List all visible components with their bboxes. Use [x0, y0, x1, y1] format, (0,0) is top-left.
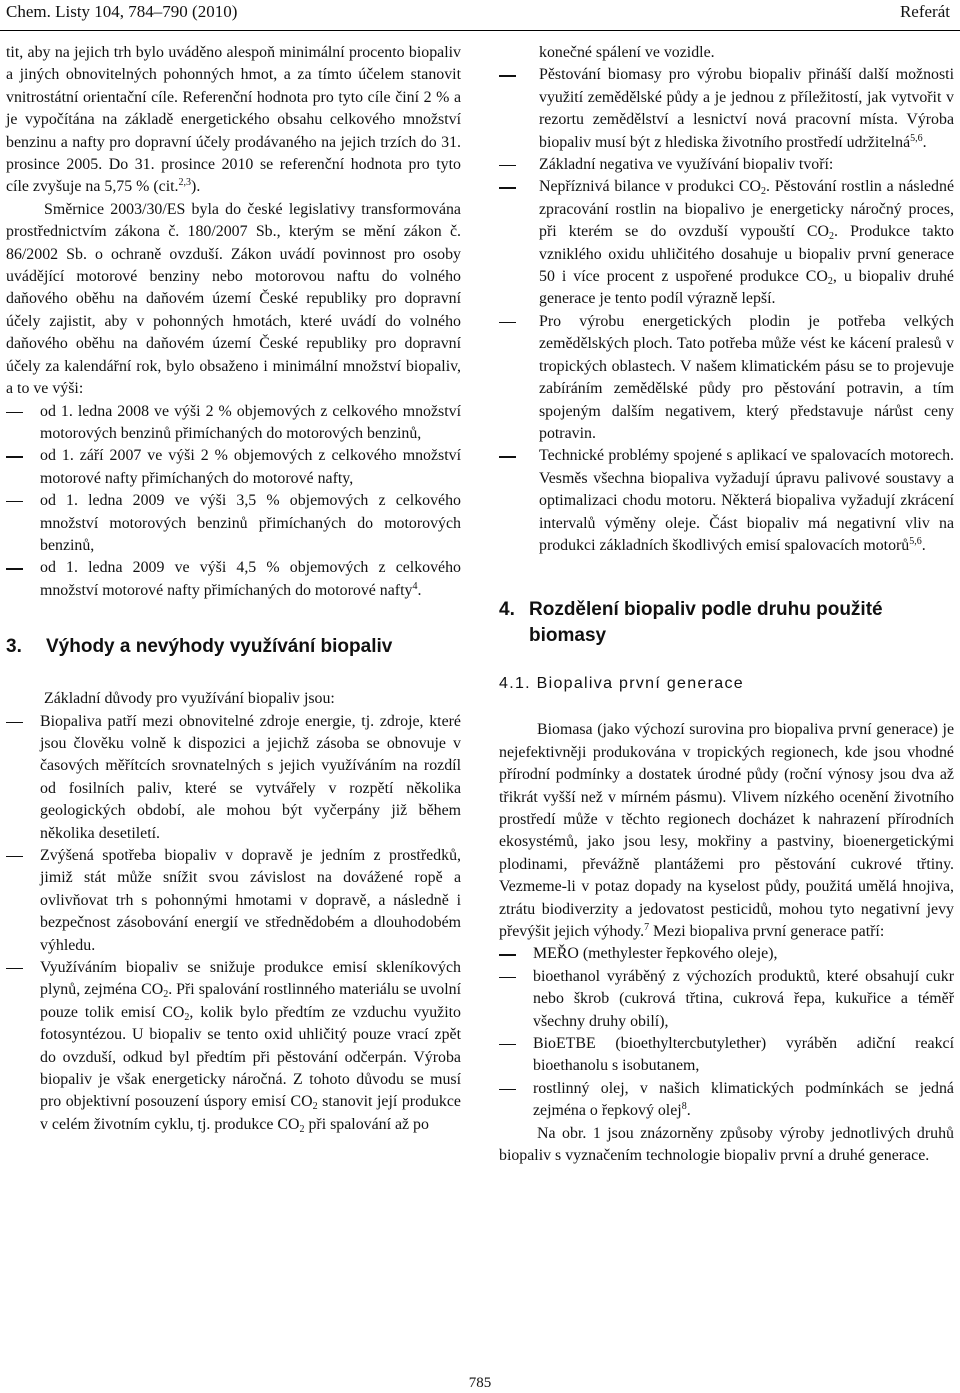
list-item: od 1. ledna 2008 ve výši 2 % objemových z celkového množství motorových benzinů přimíchaných do motorových benzinů,	[6, 401, 461, 446]
list-item: od 1. září 2007 ve výši 2 % objemových z celkového množství motorové nafty přimíchaných do motorové nafty,	[6, 445, 461, 490]
list-item: Nepříznivá bilance v produkci $CO_2$. Pěstování rostlin a následné zpracování rostlin na biopalivo je energeticky náročný proces, při kterém se do ovzduší vypouští $CO_2$. Produkce takto vzniklého oxidu uhličitého dosahuje u biopaliv první generace 50 i více procent z uspořené produkce $CO_2$, u biopaliv druhé generace je tento podíl výrazně lepší.	[499, 176, 954, 310]
list-item: Biopaliva patří mezi obnovitelné zdroje energie, tj. zdroje, které jsou člověku volně k dispozici a jejichž zásoba se obnovuje v časových měřítcích srovnatelných s jejich využíváním na rozdíl od fosilních paliv, které se vytvářely v rozpětí několika geologických období, ale mohou být vyčerpány již během několika desetiletí.	[6, 711, 461, 845]
list-item-continuation: konečné spálení ve vozidle.	[539, 44, 715, 61]
first-generation-list	[499, 943, 954, 1122]
section-label: Referát	[899, 2, 950, 21]
paragraph-figure-reference: Na obr. 1 jsou znázorněny způsoby výroby jednotlivých druhů biopaliv s vyznačením technologie biopaliv první a druhé generace.	[499, 1124, 954, 1165]
list-item: Základní negativa ve využívání biopaliv tvoří:	[499, 154, 954, 176]
list-item: od 1. ledna 2009 ve výši 4,5 % objemových z celkového množství motorové nafty přimíchaných do motorové nafty$^4$.	[6, 557, 461, 602]
advantages-list	[6, 711, 461, 1137]
list-item: bioethanol vyráběný z výchozích produktů, které obsahují cukr nebo škrob (cukrová třtina, cukrová řepa, kukuřice a téměř všechny druhy obilí),	[499, 966, 954, 1033]
list-item: Pěstování biomasy pro výrobu biopaliv přináší další možnosti využití zemědělské půdy a je jednou z příležitostí, jak vytvořit v rezortu zemědělství a lesnictví nová pracovní místa. Výroba biopaliv musí být z hlediska životního prostředí udržitelná$^{5,6}$.	[499, 64, 954, 154]
paragraph-reference-value: tit, aby na jejich trh bylo uváděno alespoň minimální procento biopaliv a jiných obnovitelných pohonných hmot, a za tímto účelem stanovit vnitrostátní orientační cíle. Referenční hodnota pro tyto cíle činí 2 % a je vypočítána na základě energetického obsahu celkového množství benzinu a nafty pro dopravní účely prodávaného na jejich trzích do 31. prosince 2005. Do 31. prosince 2010 se referenční hodnota pro tyto cíle zvyšuje na 5,75 % (cit.$^{2,3}$).	[6, 44, 461, 196]
list-item: rostlinný olej, v našich klimatických podmínkách se jedná zejména o řepkový olej$^8$.	[499, 1078, 954, 1123]
list-item: MEŘO (methylester řepkového oleje),	[499, 943, 954, 965]
list-item: Využíváním biopaliv se snižuje produkce emisí skleníkových plynů, zejména $CO_2$. Při spalování rostlinného materiálu se uvolní pouze tolik emisí $CO_2$, kolik bylo předtím ze vzduchu využito fotosyntézou. U biopaliv se tento oxid uhličitý pouze vrací zpět do ovzduší, odkud byl předtím při pěstování odčerpán. Výroba biopaliv je však energeticky náročná. Z tohoto důvodu se musí pro objektivní posouzení úspory emisí $CO_2$ stanovit její produkce v celém životním cyklu, tj. produkce $CO_2$ při spalování až po	[6, 957, 461, 1136]
section-3-heading: 3. Výhody a nevýhody využívání biopaliv	[6, 636, 393, 658]
section-4-heading: 4. Rozdělení biopaliv podle druhu použité biomasy	[499, 599, 883, 647]
list-item: Pro výrobu energetických plodin je potřeba velkých zemědělských ploch. Tato potřeba může vést ke kácení pralesů v tropických oblastech. V našem klimatickém pásu se to projevuje zabíráním zemědělské půdy pro pěstování potravin, a tím spojeným dalším negativem, který představuje nárůst ceny potravin.	[499, 311, 954, 445]
list-item: BioETBE (bioethyltercbutylether) vyráběn adiční reakcí bioethanolu s isobutanem,	[499, 1033, 954, 1078]
journal-citation: Chem. Listy 104, 784–790 (2010)	[6, 2, 238, 21]
section-4-1-heading: 4.1. Biopaliva první generace	[499, 675, 744, 693]
left-column	[6, 42, 461, 1136]
page-number: 785	[468, 1375, 492, 1391]
blend-quota-list	[6, 401, 461, 603]
paragraph-first-generation: Biomasa (jako výchozí surovina pro biopaliva první generace) je nejefektivněji produkována v tropických regionech, kde jsou vhodné přírodní podmínky a dostatek úrodné půdy (roční výnosy jsou dva až třikrát vyšší než v mírném pásmu). Vlivem nízkého ocenění životního prostředí může v těchto regionech docházet k nahrazení přírodních ekosystémů, jako jsou lesy, mokřiny a pastviny, bioenergetickými plodinami, převážně plantážemi pro pěstování cukrové třtiny. Vezmeme-li v potaz dopady na kyselost půdy, použitá umělá hnojiva, ztrátu biodiverzity a jedovatost pesticidů, mohou tyto negativní jevy převýšit jejich výhody.$^7$ Mezi biopaliva první generace patří:	[499, 721, 954, 940]
list-item: Zvýšená spotřeba biopaliv v dopravě je jedním z prostředků, jimiž stát může snížit svou závislost na dovážené ropě a ovlivňovat trh s pohonnými hmotami v dopravě, a následně i bezpečnost zásobování energií ve střednědobém a dlouhodobém výhledu.	[6, 845, 461, 957]
running-header	[0, 0, 960, 31]
advantages-list-continued	[499, 42, 954, 557]
right-column	[499, 42, 954, 1167]
paragraph-directive: Směrnice 2003/30/ES byla do české legislativy transformována prostřednictvím zákona č. 180/2007 Sb., kterým se mění zákon č. 86/2002 Sb. o ochraně ovzduší. Zákon uvádí povinnost pro osoby uvádějící motorové benziny nebo motorovou naftu do volného daňového oběhu na daňovém území České republiky pro dopravní účely zajistit, aby v pohonných hmotách, které uvádí do volného daňového oběhu na daňovém území České republiky pro dopravní účely za kalendářní rok, bylo obsaženo i minimální množství biopaliv, a to ve výši:	[6, 200, 461, 398]
advantages-intro: Základní důvody pro využívání biopaliv jsou:	[44, 690, 335, 708]
list-item: Technické problémy spojené s aplikací ve spalovacích motorech. Vesměs všechna biopaliva vyžadují úpravu palivové soustavy a optimalizaci chodu motoru. Některá biopaliva vyžadují zkrácení intervalů výměny oleje. Část biopaliv má negativní vliv na produkci základních škodlivých emisí spalovacích motorů$^{5,6}$.	[499, 445, 954, 557]
list-item: od 1. ledna 2009 ve výši 3,5 % objemových z celkového množství motorových benzinů přimíchaných do motorových benzinů,	[6, 490, 461, 557]
